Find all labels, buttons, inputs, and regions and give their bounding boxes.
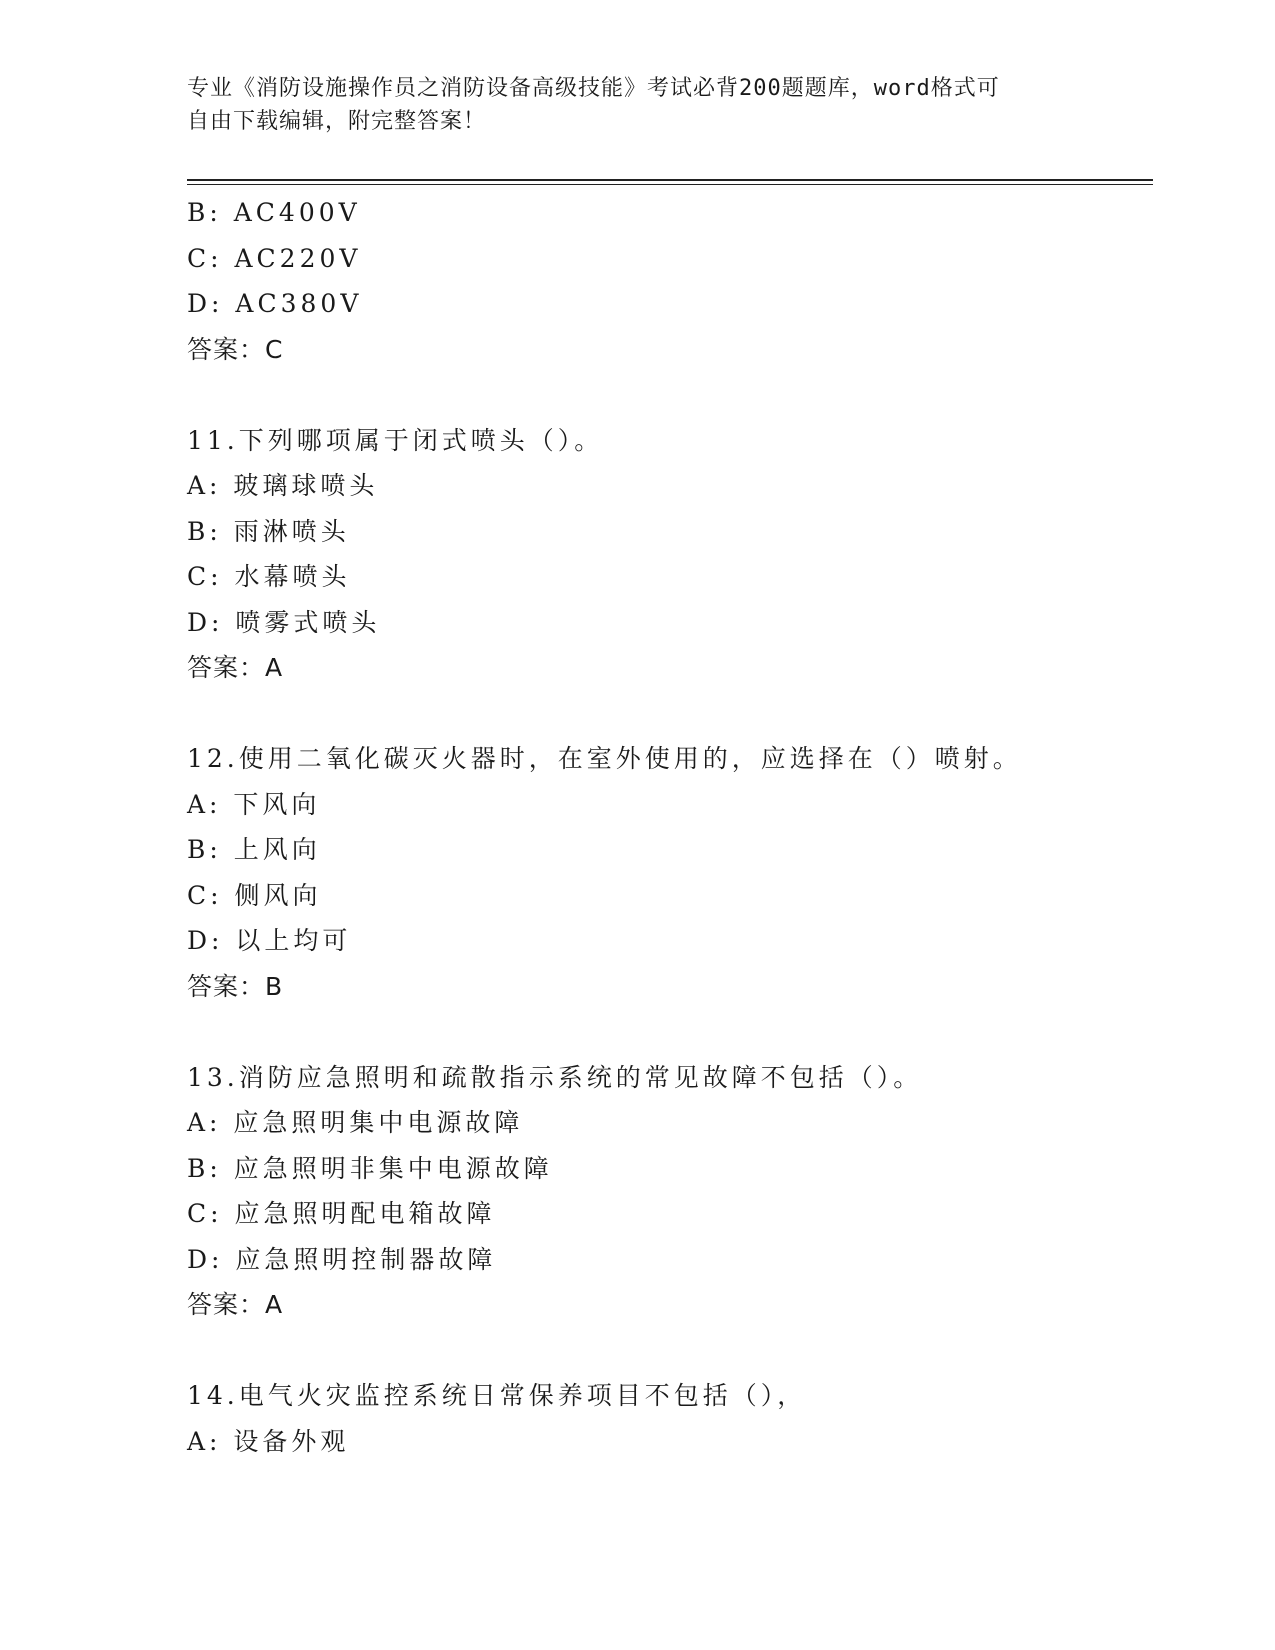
option-d: D: 喷雾式喷头 — [187, 607, 381, 637]
option-b: B: 应急照明非集中电源故障 — [187, 1153, 553, 1183]
option-b: B: 上风向 — [187, 835, 321, 864]
option-c: C: AC220V — [187, 243, 362, 273]
option-a: A: 应急照明集中电源故障 — [187, 1108, 524, 1137]
option-a: A: 玻璃球喷头 — [187, 471, 379, 500]
question-fragment — [187, 190, 1153, 372]
answer-text: 答案：A — [187, 653, 284, 682]
spacer — [187, 1328, 1153, 1374]
answer-text: 答案：B — [187, 971, 284, 1001]
question-list — [187, 190, 1153, 1464]
option-a: A: 下风向 — [187, 789, 321, 819]
question-text: 14.电气火灾监控系统日常保养项目不包括（）， — [187, 1381, 807, 1410]
option-b: B: 雨淋喷头 — [187, 516, 350, 546]
answer-text: 答案：C — [187, 334, 284, 364]
header-divider-thick — [187, 179, 1153, 181]
option-b: B: AC400V — [187, 198, 361, 227]
answer-text: 答案：A — [187, 1290, 284, 1319]
header-divider-thin — [187, 184, 1153, 185]
question-item — [187, 418, 1153, 691]
spacer — [187, 691, 1153, 737]
header-line-1: 专业《消防设施操作员之消防设备高级技能》考试必背200题题库，word格式可 — [187, 76, 1000, 101]
question-text: 12.使用二氧化碳灭火器时，在室外使用的，应选择在（）喷射。 — [187, 744, 1022, 773]
spacer — [187, 372, 1153, 418]
document-header — [187, 72, 1067, 138]
option-c: C: 水幕喷头 — [187, 562, 351, 591]
option-d: D: AC380V — [187, 289, 363, 318]
question-item — [187, 1055, 1153, 1328]
option-d: D: 以上均可 — [187, 926, 352, 955]
spacer — [187, 1009, 1153, 1055]
question-item — [187, 1373, 1153, 1464]
question-text: 13.消防应急照明和疏散指示系统的常见故障不包括（）。 — [187, 1062, 923, 1092]
option-a: A: 设备外观 — [187, 1426, 350, 1456]
question-text: 11.下列哪项属于闭式喷头（）。 — [187, 425, 604, 455]
header-line-2: 自由下载编辑，附完整答案！ — [187, 109, 487, 134]
option-c: C: 应急照明配电箱故障 — [187, 1199, 496, 1228]
option-d: D: 应急照明控制器故障 — [187, 1244, 497, 1274]
question-item — [187, 736, 1153, 1009]
option-c: C: 侧风向 — [187, 880, 322, 910]
